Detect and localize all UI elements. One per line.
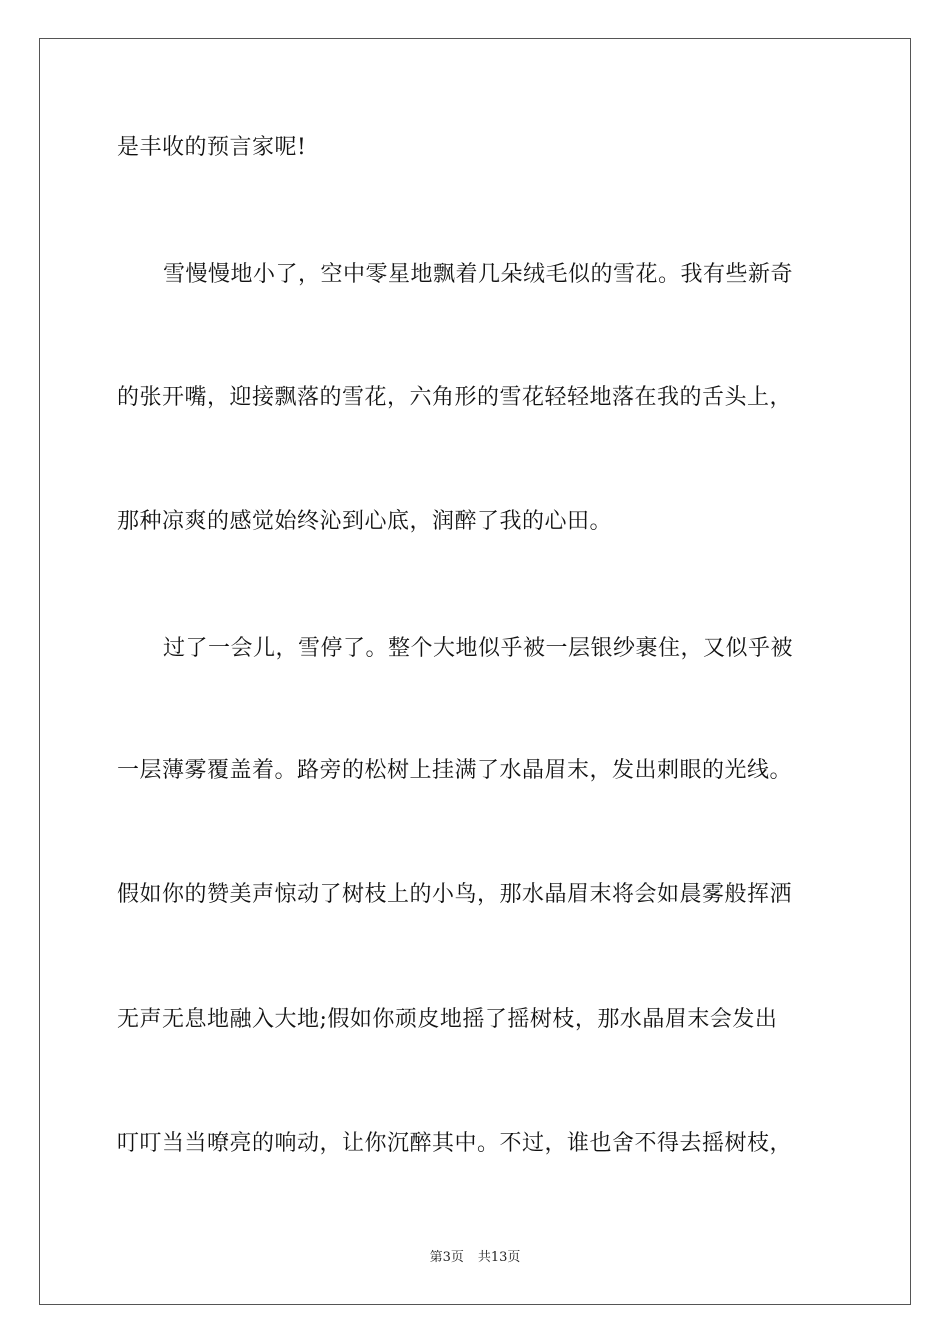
page-border — [39, 38, 911, 1305]
paragraph-1-line-1: 雪慢慢地小了，空中零星地飘着几朵绒毛似的雪花。我有些新奇 — [163, 262, 794, 287]
text-line-1: 是丰收的预言家呢! — [117, 135, 307, 160]
paragraph-2-line-5: 叮叮当当嘹亮的响动，让你沉醉其中。不过，谁也舍不得去摇树枝， — [117, 1131, 793, 1156]
paragraph-2-line-1: 过了一会儿，雪停了。整个大地似乎被一层银纱裹住，又似乎被 — [163, 636, 794, 661]
paragraph-2-line-3: 假如你的赞美声惊动了树枝上的小鸟，那水晶眉末将会如晨雾般挥洒 — [117, 882, 793, 907]
paragraph-2-line-2: 一层薄雾覆盖着。路旁的松树上挂满了水晶眉末，发出刺眼的光线。 — [117, 758, 793, 783]
paragraph-1-line-3: 那种凉爽的感觉始终沁到心底，润醉了我的心田。 — [117, 509, 613, 534]
page-footer — [0, 1249, 950, 1267]
paragraph-2-line-4: 无声无息地融入大地;假如你顽皮地摇了摇树枝，那水晶眉末会发出 — [117, 1007, 778, 1032]
paragraph-1-line-2: 的张开嘴，迎接飘落的雪花，六角形的雪花轻轻地落在我的舌头上， — [117, 385, 793, 410]
page-number: 第3页 — [429, 1250, 464, 1265]
page-total: 共13页 — [477, 1250, 521, 1265]
